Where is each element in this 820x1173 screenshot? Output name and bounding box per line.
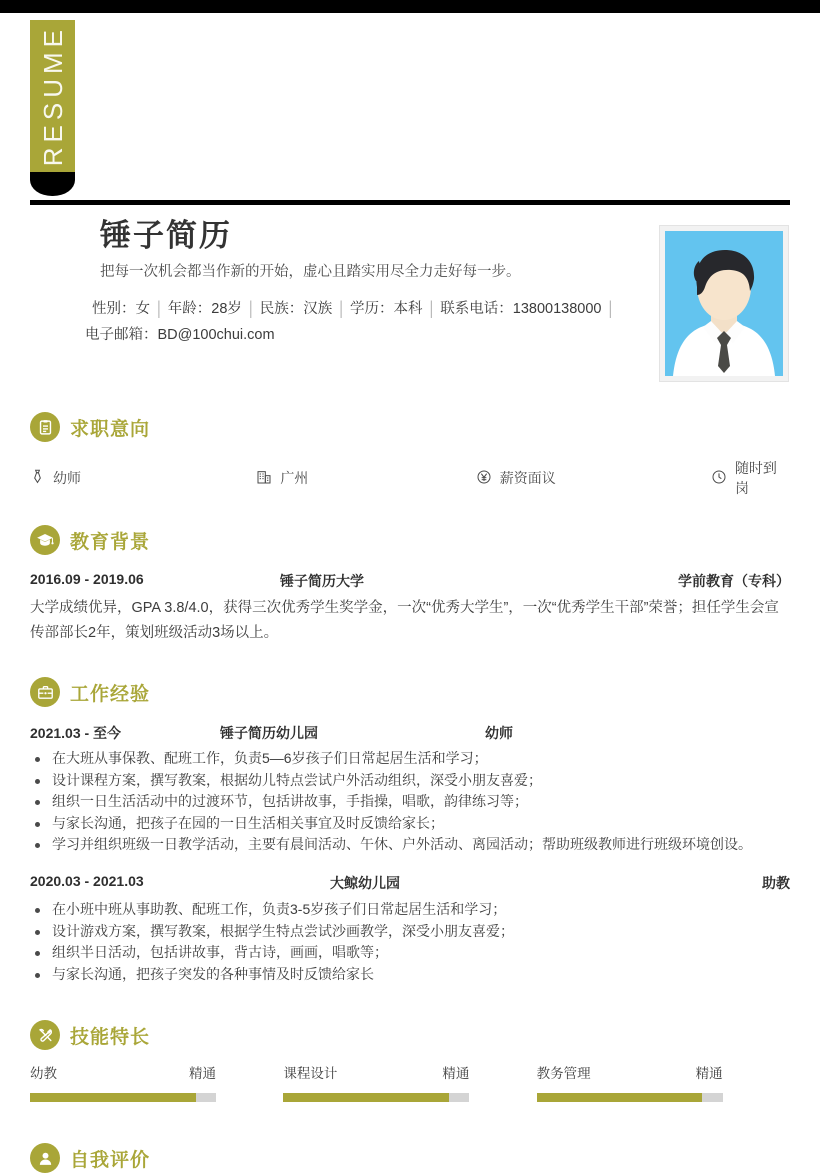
list-item: 在小班中班从事助教、配班工作，负责3-5岁孩子们日常起居生活和学习； — [30, 899, 790, 921]
meta-separator: | — [608, 299, 613, 319]
meta-separator: | — [248, 299, 253, 319]
section-header-self-evaluation — [30, 1143, 150, 1173]
identity-block — [30, 214, 630, 348]
skill-progress-fill — [283, 1093, 449, 1102]
section-title-objective: 求职意向 — [70, 418, 151, 440]
skill-progress-track — [537, 1093, 723, 1102]
objective-salary-label: 薪资面议 — [499, 470, 556, 486]
resume-side-tab — [30, 20, 75, 172]
list-item: 与家长沟通，把孩子在园的一日生活相关事宜及时反馈给家长； — [30, 813, 790, 835]
work-role: 幼师 — [485, 725, 513, 741]
education-school: 锤子简历大学 — [280, 573, 364, 589]
objective-availability-label: 随时到岗 — [734, 460, 777, 496]
resume-header — [0, 214, 820, 389]
objective-position — [30, 458, 256, 498]
meta-age: 年龄：28岁 — [167, 301, 242, 317]
top-black-bar — [0, 0, 820, 13]
avatar — [660, 226, 788, 381]
work-bullets-1 — [30, 748, 790, 856]
resume-side-tab-label: RESUME — [37, 25, 68, 167]
header-divider — [30, 200, 790, 205]
yen-icon — [476, 469, 492, 488]
skill-item — [30, 1064, 283, 1102]
briefcase-icon — [30, 677, 60, 707]
education-major: 学前教育（专科） — [678, 573, 790, 589]
building-icon — [256, 469, 272, 488]
objective-availability — [711, 458, 790, 498]
avatar-image — [665, 231, 783, 376]
skill-item — [537, 1064, 790, 1102]
skill-level-label: 精通 — [695, 1066, 723, 1081]
skill-header — [283, 1064, 469, 1084]
section-header-skills — [30, 1020, 150, 1050]
section-header-objective — [30, 412, 150, 442]
list-item: 设计游戏方案，撰写教案，根据学生特点尝试沙画教学，深受小朋友喜爱； — [30, 921, 790, 943]
personal-meta-line — [30, 296, 630, 322]
motto-text: 把每一次机会都当作新的开始，虚心且踏实用尽全力走好每一步。 — [100, 264, 521, 280]
section-header-education — [30, 525, 150, 555]
meta-gender: 性别：女 — [92, 301, 150, 317]
skill-level-label: 精通 — [442, 1066, 470, 1081]
meta-separator: | — [339, 299, 343, 319]
list-item: 组织半日活动，包括讲故事，背古诗，画画，唱歌等； — [30, 942, 790, 964]
meta-separator: | — [429, 299, 434, 319]
meta-education: 学历：本科 — [349, 301, 423, 317]
tools-icon — [30, 1020, 60, 1050]
skill-progress-track — [283, 1093, 469, 1102]
page-title: 锤子简历 — [100, 218, 232, 253]
section-title-skills: 技能特长 — [70, 1026, 151, 1048]
work-entry-row — [30, 873, 790, 893]
list-item: 与家长沟通，把孩子突发的各种事情及时反馈给家长 — [30, 964, 790, 986]
work-date: 2020.03 - 2021.03 — [30, 873, 144, 889]
work-entry-row — [30, 723, 790, 743]
tie-icon — [30, 468, 45, 488]
skill-header — [30, 1064, 216, 1084]
education-description: 大学成绩优异，GPA 3.8/4.0，获得三次优秀学生奖学金，一次“优秀大学生”，一次“优秀学生干部”荣誉；担任学生会宣传部部长2年，策划班级活动3场以上。 — [30, 600, 779, 641]
meta-phone: 联系电话：13800138000 — [440, 301, 602, 317]
work-bullets-2 — [30, 899, 790, 985]
meta-separator: | — [157, 299, 161, 319]
graduation-cap-icon — [30, 525, 60, 555]
work-date: 2021.03 - 至今 — [30, 725, 122, 741]
section-title-work: 工作经验 — [70, 683, 151, 705]
list-item: 设计课程方案，撰写教案，根据幼儿特点尝试户外活动组织，深受小朋友喜爱； — [30, 770, 790, 792]
section-title-self-evaluation: 自我评价 — [70, 1149, 151, 1171]
list-item: 学习并组织班级一日教学活动，主要有晨间活动、午休、户外活动、离园活动；帮助班级教师进行班级环境创设。 — [30, 834, 790, 856]
skill-name: 幼教 — [30, 1066, 57, 1081]
objective-items — [30, 458, 790, 498]
list-item: 组织一日生活活动中的过渡环节，包括讲故事，手指操，唱歌，韵律练习等； — [30, 791, 790, 813]
person-icon — [30, 1143, 60, 1173]
avatar-illustration — [665, 231, 783, 376]
skills-list — [30, 1064, 790, 1102]
skill-header — [537, 1064, 723, 1084]
skill-name: 课程设计 — [283, 1066, 338, 1081]
skill-item — [283, 1064, 536, 1102]
meta-email: 电子邮箱：BD@100chui.com — [85, 327, 275, 343]
objective-position-label: 幼师 — [53, 470, 81, 486]
resume-side-tab-foot — [30, 172, 75, 196]
clipboard-icon — [30, 412, 60, 442]
objective-salary — [476, 458, 711, 498]
objective-city-label: 广州 — [280, 470, 309, 486]
clock-icon — [711, 469, 727, 488]
education-date: 2016.09 - 2019.06 — [30, 571, 144, 587]
objective-city — [256, 458, 475, 498]
skill-progress-fill — [30, 1093, 196, 1102]
skill-level-label: 精通 — [189, 1066, 216, 1081]
skill-progress-track — [30, 1093, 216, 1102]
section-header-work — [30, 677, 150, 707]
meta-ethnicity: 民族：汉族 — [259, 301, 333, 317]
section-title-education: 教育背景 — [70, 531, 151, 553]
education-entry-row — [30, 571, 790, 591]
work-company: 大鲸幼儿园 — [330, 875, 400, 891]
list-item: 在大班从事保教、配班工作，负责5—6岁孩子们日常起居生活和学习； — [30, 748, 790, 770]
skill-name: 教务管理 — [536, 1066, 591, 1081]
skill-progress-fill — [537, 1093, 703, 1102]
work-role: 助教 — [762, 875, 790, 891]
work-company: 锤子简历幼儿园 — [220, 725, 318, 741]
